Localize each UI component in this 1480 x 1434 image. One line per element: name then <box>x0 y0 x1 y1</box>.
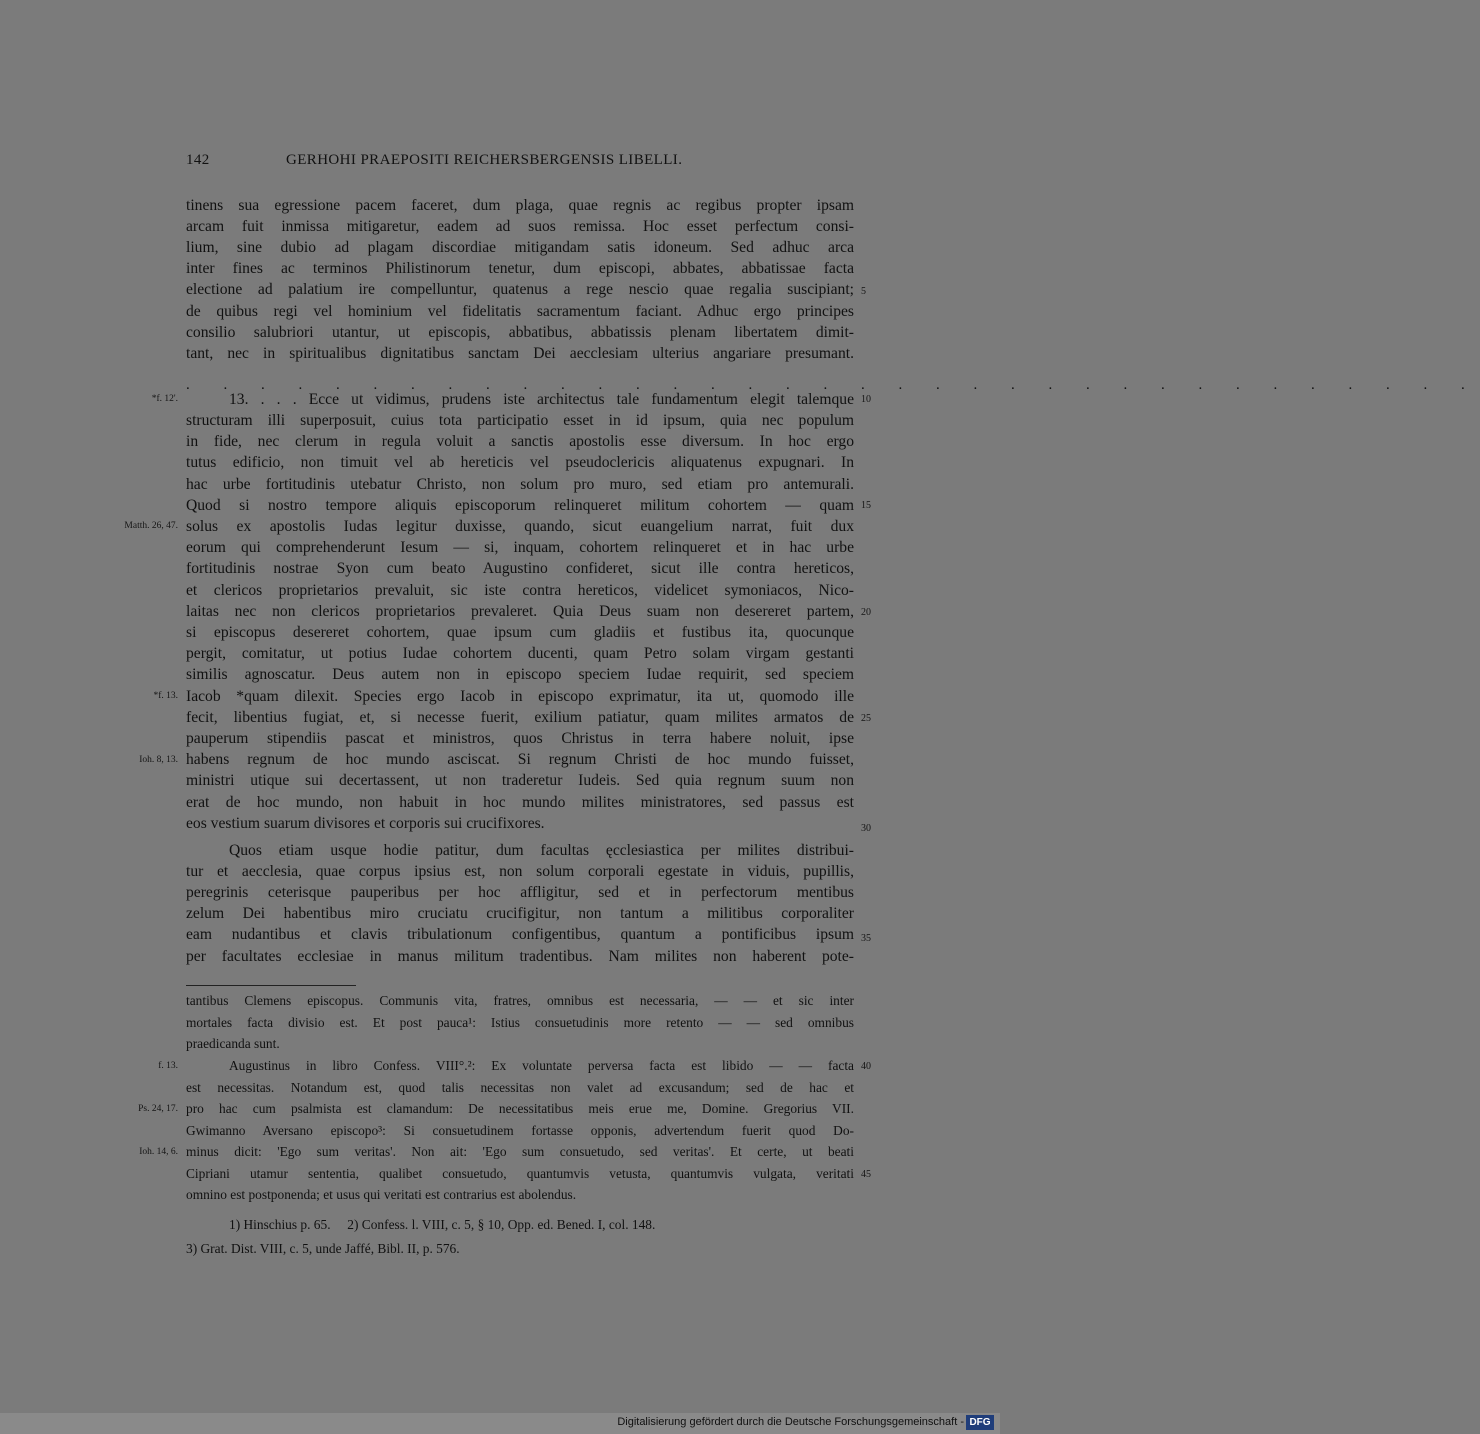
body-line: structuram illi superposuit, cuius tota participatio esset in id ipsum, quia nec populum <box>186 412 854 429</box>
body-line: similis agnoscatur. Deus autem non in episcopo speciem Iudae requirit, sed speciem <box>186 666 854 683</box>
note-line: est necessitas. Notandum est, quod talis necessitas non valet ad excusandum; sed de hac et <box>186 1080 854 1095</box>
line-number: 10 <box>861 394 871 405</box>
body-line: tutus edificio, non timuit vel ab hereticis vel pseudoclericis aliquatenus expugnari. In <box>186 454 854 471</box>
body-line: habens regnum de hoc mundo asciscat. Si regnum Christi de hoc mundo fuisset, <box>186 751 854 768</box>
body-line: hac urbe fortitudinis utebatur Christo, non solum pro muro, sed etiam pro antemurali. <box>186 476 854 493</box>
note-line: Gwimanno Aversano episcopo³: Si consuetudinem fortasse opponis, advertendum fuerit quod Do- <box>186 1123 854 1138</box>
body-line: tant, nec in spiritualibus dignitatibus sanctam Dei aecclesiam ulterius angariare presumant. <box>186 345 854 362</box>
line-number: 40 <box>861 1061 871 1072</box>
margin-note: *f. 12'. <box>151 394 178 404</box>
body-line: peregrinis ceterisque pauperibus per hoc affligitur, sed et in perfectorum mentibus <box>186 884 854 901</box>
body-line: inter fines ac terminos Philistinorum tenetur, dum episcopi, abbates, abbatissae facta <box>186 260 854 277</box>
margin-note: Ioh. 8, 13. <box>139 755 178 765</box>
line-number: 5 <box>861 286 866 297</box>
note-line: minus dicit: 'Ego sum veritas'. Non ait: 'Ego sum consuetudo, sed veritas'. Et certe, ut beati <box>186 1144 854 1159</box>
margin-note: *f. 13. <box>153 691 178 701</box>
body-line: tur et aecclesia, quae corpus ipsius est, non solum corporali egestate in viduis, pupillis, <box>186 863 854 880</box>
running-title: GERHOHI PRAEPOSITI REICHERSBERGENSIS LIBELLI. <box>286 152 683 168</box>
body-line: Iacob *quam dilexit. Species ergo Iacob in episcopo exprimatur, ita ut, quomodo ille <box>186 688 854 705</box>
body-line: eam nudantibus et clavis tribulationum configentibus, quantum a pontificibus ipsum <box>186 926 854 943</box>
note-line: mortales facta divisio est. Et post pauca¹: Istius consuetudinis more retento — — sed omnibus <box>186 1015 854 1030</box>
margin-note: Matth. 26, 47. <box>124 521 178 531</box>
body-line: pergit, comitatur, ut potius Iudae cohortem ducenti, quam Petro solam virgam gestanti <box>186 645 854 662</box>
line-number: 45 <box>861 1169 871 1180</box>
note-line: Augustinus in libro Confess. VIII°.²: Ex voluntate perversa facta est libido — — facta <box>229 1058 854 1073</box>
margin-note: f. 13. <box>158 1061 178 1071</box>
body-line: fecit, libentius fugiat, et, si necesse fuerit, exilium patiatur, quam milites armatos de <box>186 709 854 726</box>
body-line: per facultates ecclesiae in manus militum tradentibus. Nam milites non haberent pote- <box>186 948 854 965</box>
note-line: omnino est postponenda; et usus qui veritati est contrarius est abolendus. <box>186 1187 577 1202</box>
margin-note: Ioh. 14, 6. <box>139 1147 178 1157</box>
body-line: Quos etiam usque hodie patitur, dum facultas ęcclesiastica per milites distribui- <box>229 842 854 859</box>
note-line: pro hac cum psalmista est clamandum: De necessitatibus meis erue me, Domine. Gregorius VII. <box>186 1101 854 1116</box>
funding-credit: Digitalisierung gefördert durch die Deutsche Forschungsgemeinschaft - <box>617 1416 964 1428</box>
body-line: et clericos proprietarios prevaluit, sic iste contra hereticos, videlicet symoniacos, Nico- <box>186 582 854 599</box>
page-header <box>186 152 854 176</box>
line-number: 15 <box>861 500 871 511</box>
body-line: pauperum stipendiis pascat et ministros, quos Christus in terra habere noluit, ipse <box>186 730 854 747</box>
body-line: 13. . . . Ecce ut vidimus, prudens iste architectus tale fundamentum elegit talemque <box>229 391 854 408</box>
body-line: arcam fuit inmissa mitigaretur, eadem ad suos remissa. Hoc esset perfectum consi- <box>186 218 854 235</box>
body-line: eos vestium suarum divisores et corporis sui crucifixores. <box>186 815 545 832</box>
body-line: in fide, nec clerum in regula voluit a sanctis apostolis esse diversum. In hoc ergo <box>186 433 854 450</box>
footnote-line: 3) Grat. Dist. VIII, c. 5, unde Jaffé, Bibl. II, p. 576. <box>186 1241 460 1256</box>
line-number: 20 <box>861 607 871 618</box>
line-number: 25 <box>861 713 871 724</box>
page-number: 142 <box>186 152 210 168</box>
body-line: eorum qui comprehenderunt Iesum — si, inquam, cohortem relinqueret et in hac urbe <box>186 539 854 556</box>
body-line: electione ad palatium ire compelluntur, quatenus a rege nescio quae regalia suscipiant; <box>186 281 854 298</box>
note-line: praedicanda sunt. <box>186 1036 280 1051</box>
body-line: fortitudinis nostrae Syon cum beato Augustino confideret, sicut ille contra hereticos, <box>186 560 854 577</box>
margin-note: Ps. 24, 17. <box>138 1104 178 1114</box>
body-line: ministri utique sui decertassent, ut non traderetur Iudeis. Sed quia regnum suum non <box>186 772 854 789</box>
body-line: Quod si nostro tempore aliquis episcoporum relinqueret militum cohortem — quam <box>186 497 854 514</box>
body-line: erat de hoc mundo, non habuit in hoc mundo milites ministratores, sed passus est <box>186 794 854 811</box>
ellipsis-row: . . . . . . . . . . . . . . . . . . . . . . . . . . . . . . . . . . . <box>186 377 1480 393</box>
body-line: solus ex apostolis Iudas legitur duxisse, quando, sicut euangelium narrat, fuit dux <box>186 518 854 535</box>
note-line: Cipriani utamur sententia, qualibet consuetudo, quantumvis vetusta, quantumvis vulgata, veritati <box>186 1166 854 1181</box>
dfg-logo: DFG <box>966 1415 994 1430</box>
line-number: 30 <box>861 823 871 834</box>
body-line: de quibus regi vel hominium vel fidelitatis sacramentum faciant. Adhuc ergo principes <box>186 303 854 320</box>
footnote-rule <box>186 985 356 986</box>
body-line: laitas nec non clericos proprietarios prevaleret. Quia Deus suam non desereret partem, <box>186 603 854 620</box>
note-line: tantibus Clemens episcopus. Communis vita, fratres, omnibus est necessaria, — — et sic inter <box>186 993 854 1008</box>
body-line: lium, sine dubio ad plagam discordiae mitigandam satis idoneum. Sed adhuc arca <box>186 239 854 256</box>
line-number: 35 <box>861 933 871 944</box>
body-line: consilio salubriori utantur, ut episcopis, abbatibus, abbatissis plenam libertatem dimit- <box>186 324 854 341</box>
footnote-line: 1) Hinschius p. 65. 2) Confess. l. VIII, c. 5, § 10, Opp. ed. Bened. I, col. 148. <box>229 1217 656 1232</box>
body-line: si episcopus desereret cohortem, quae ipsum cum gladiis et fustibus ita, quocunque <box>186 624 854 641</box>
body-line: zelum Dei habentibus miro cruciatu crucifigitur, non tantum a militibus corporaliter <box>186 905 854 922</box>
body-line: tinens sua egressione pacem faceret, dum plaga, quae regnis ac regibus propter ipsam <box>186 197 854 214</box>
